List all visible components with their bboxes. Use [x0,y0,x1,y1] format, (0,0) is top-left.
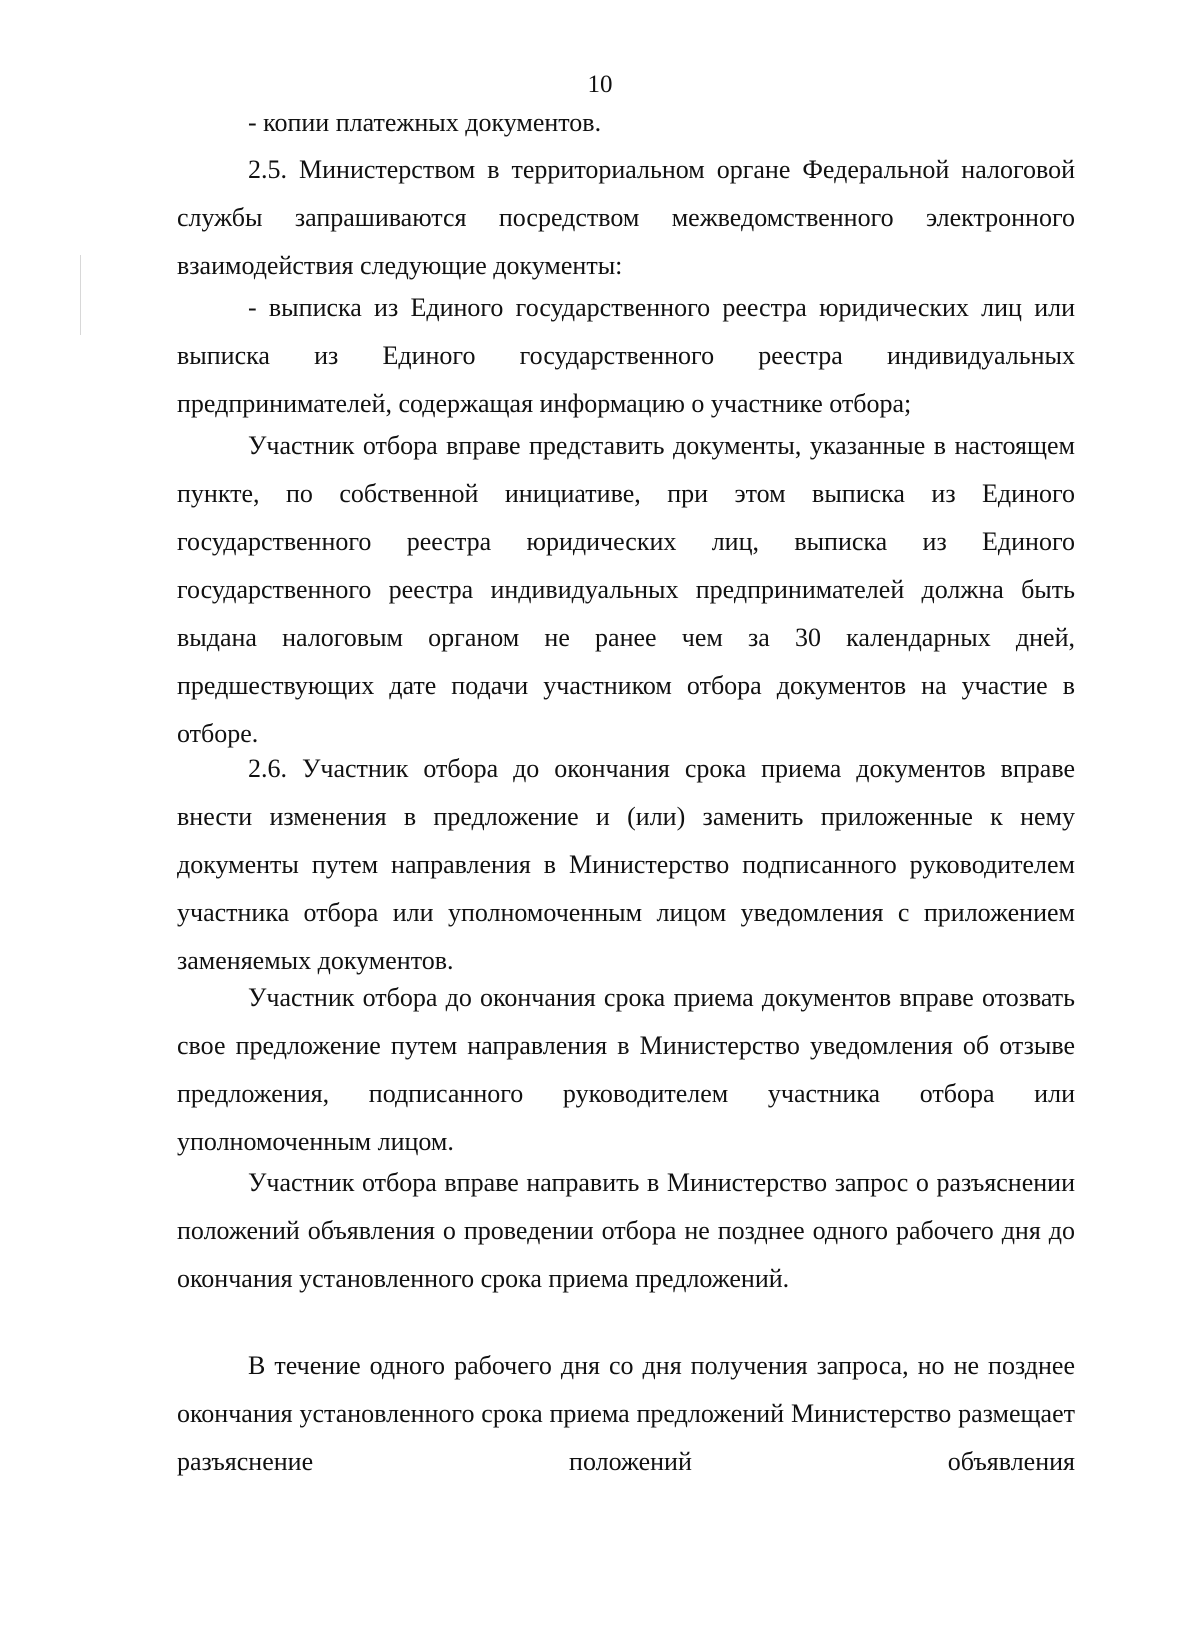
page-number: 10 [587,71,613,98]
paragraph-copies-payment-docs: - копии платежных документов. [248,108,602,137]
paragraph-clarification-publication: В течение одного рабочего дня со дня получения запроса, но не позднее окончания установленного срока приема предложений Министерство размещает разъяснение положений объявления [177,1351,1075,1476]
scan-margin-line [80,255,81,335]
paragraph-withdraw-proposal: Участник отбора до окончания срока приема документов вправе отозвать свое предложение путем направления в Министерство уведомления об отзыве предложения, подписанного руководителем участника отбора или уполномоченным лицом. [177,983,1075,1156]
paragraph-2-6: 2.6. Участник отбора до окончания срока приема документов вправе внести изменения в предложение и (или) заменить приложенные к нему документы путем направления в Министерство подписанного руководителем участника отбора или уполномоченным лицом уведомления с приложением заменяемых документов. [177,754,1075,975]
paragraph-clarification-request: Участник отбора вправе направить в Министерство запрос о разъяснении положений объявления о проведении отбора не позднее одного рабочего дня до окончания установленного срока приема предложений. [177,1168,1075,1293]
paragraph-egrul-extract: - выписка из Единого государственного реестра юридических лиц или выписка из Единого государственного реестра индивидуальных предпринимателей, содержащая информацию о участнике отбора; [177,293,1075,418]
paragraph-2-5: 2.5. Министерством в территориальном органе Федеральной налоговой службы запрашиваются посредством межведомственного электронного взаимодействия следующие документы: [177,155,1075,280]
paragraph-participant-right: Участник отбора вправе представить документы, указанные в настоящем пункте, по собственной инициативе, при этом выписка из Единого государственного реестра юридических лиц, выписка из Единого государственного реестра индивидуальных предпринимателей должна быть выдана налоговым органом не ранее чем за 30 календарных дней, предшествующих дате подачи участником отбора документов на участие в отборе. [177,431,1075,748]
